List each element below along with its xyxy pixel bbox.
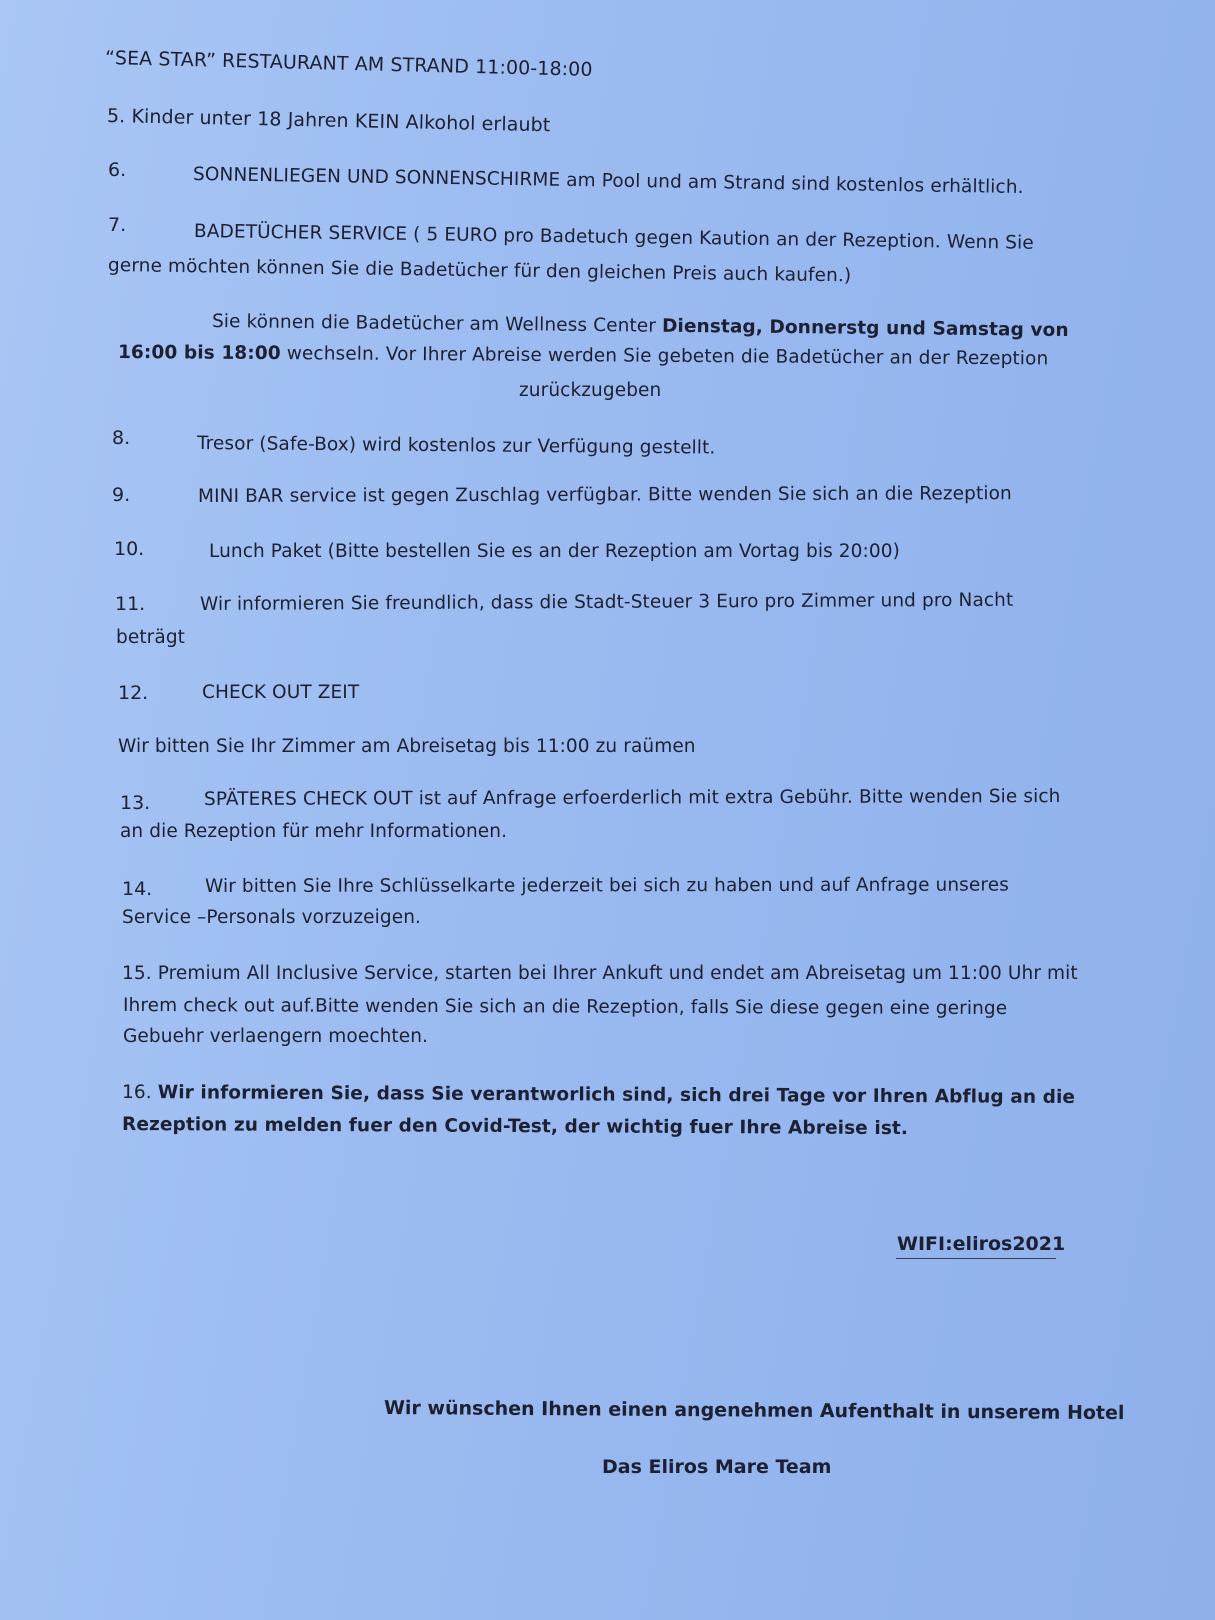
item-7-exchange-line-1 (212, 310, 1069, 343)
closing-team: Das Eliros Mare Team (602, 1456, 832, 1478)
restaurant-hours: “SEA STAR” RESTAURANT AM STRAND 11:00-18:00 (104, 47, 593, 81)
item-15-line-1: 15. Premium All Inclusive Service, starten bei Ihrer Ankuft und endet am Abreisetag um 11:00 Uhr mit (122, 963, 1078, 984)
item-12-number: 12. (118, 682, 149, 704)
item-12-text: CHECK OUT ZEIT (202, 682, 360, 703)
item-13-number: 13. (120, 792, 151, 814)
item-16-line-1 (122, 1081, 1075, 1110)
item-16-number: 16. (121, 1082, 152, 1104)
item-7-exchange-line-2 (118, 341, 1048, 371)
item-7-line-2: gerne möchten können Sie die Badetücher für den gleichen Preis auch kaufen.) (107, 255, 852, 287)
item-7-exchange-line-3: zurückzugeben (519, 380, 662, 401)
wifi-credentials: WIFI:eliros2021 (897, 1233, 1066, 1255)
exchange-days: Dienstag, Donnerstg und Samstag von (661, 315, 1069, 341)
exchange-line-2-text: wechseln. Vor Ihrer Abreise werden Sie gebeten die Badetücher an der Rezeption (280, 343, 1049, 370)
item-14-number: 14. (122, 878, 153, 900)
item-8-text: Tresor (Safe-Box) wird kostenlos zur Verfügung gestellt. (196, 433, 716, 459)
item-16-line-2: Rezeption zu melden fuer den Covid-Test, der wichtig fuer Ihre Abreise ist. (121, 1114, 909, 1140)
item-9-number: 9. (112, 484, 131, 506)
item-14-line-2: Service –Personals vorzuzeigen. (122, 907, 422, 928)
item-12-detail: Wir bitten Sie Ihr Zimmer am Abreisetag bis 11:00 zu raümen (118, 736, 696, 757)
exchange-hours: 16:00 bis 18:00 (117, 342, 281, 365)
item-6-number: 6. (108, 159, 127, 181)
item-8-number: 8. (112, 427, 131, 449)
item-15-line-3: Gebuehr verlaengern moechten. (123, 1026, 429, 1047)
wifi-underline (896, 1258, 1056, 1259)
item-10-text: Lunch Paket (Bitte bestellen Sie es an der Rezeption am Vortag bis 20:00) (209, 541, 900, 562)
item-9-text: MINI BAR service ist gegen Zuschlag verfügbar. Bitte wenden Sie sich an die Rezeption (197, 483, 1012, 507)
item-15-line-2: Ihrem check out auf.Bitte wenden Sie sich an die Rezeption, falls Sie diese gegen eine geringe (122, 995, 1008, 1020)
item-7-line-1: BADETÜCHER SERVICE ( 5 EURO pro Badetuch gegen Kaution an der Rezeption. Wenn Sie (193, 221, 1034, 254)
exchange-line-1-text: Sie können die Badetücher am Wellness Center (211, 311, 663, 337)
item-6-text: SONNENLIEGEN UND SONNENSCHIRME am Pool und am Strand sind kostenlos erhältlich. (192, 164, 1024, 199)
item-11-line-1: Wir informieren Sie freundlich, dass die Stadt-Steuer 3 Euro pro Zimmer und pro Nacht (199, 589, 1014, 615)
item-7-number: 7. (108, 214, 127, 236)
item-13-line-2: an die Rezeption für mehr Informationen. (120, 821, 508, 842)
closing-wish: Wir wünschen Ihnen einen angenehmen Aufenthalt in unserem Hotel (383, 1397, 1125, 1425)
item-11-line-2: beträgt (116, 627, 186, 648)
item-11-number: 11. (115, 593, 146, 615)
item-13-line-1: SPÄTERES CHECK OUT ist auf Anfrage erfoerderlich mit extra Gebühr. Bitte wenden Sie sich (203, 786, 1061, 810)
item-5-text: 5. Kinder unter 18 Jahren KEIN Alkohol erlaubt (106, 105, 551, 137)
item-10-number: 10. (114, 538, 145, 560)
item-14-line-1: Wir bitten Sie Ihre Schlüsselkarte jederzeit bei sich zu haben und auf Anfrage unseres (204, 874, 1009, 897)
item-16-line-1-text: Wir informieren Sie, dass Sie verantworlich sind, sich drei Tage vor Ihren Abflug an die (157, 1082, 1076, 1108)
